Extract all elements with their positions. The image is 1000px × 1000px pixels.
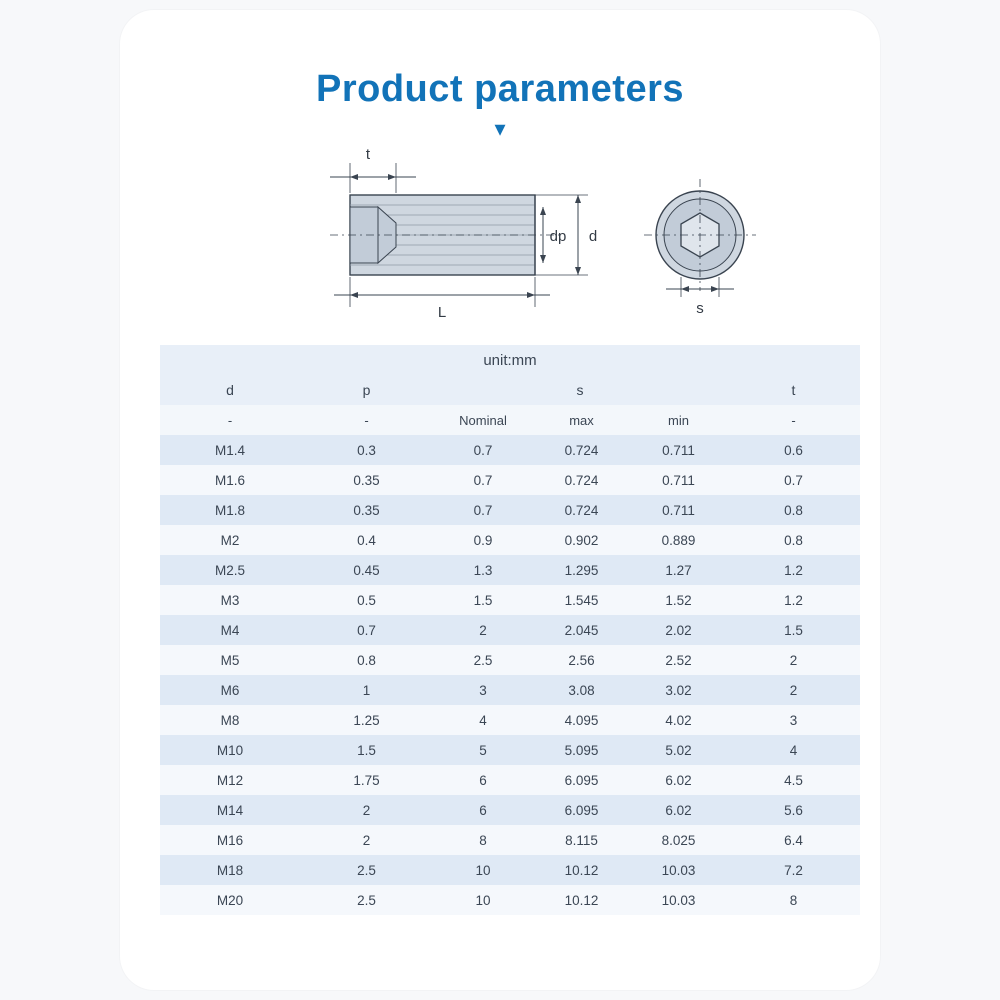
cell-t: 0.6: [727, 435, 860, 465]
table-group-header-row: [160, 375, 860, 405]
table-row: [160, 885, 860, 915]
cell-s-nominal: 6: [433, 765, 533, 795]
cell-t: 4.5: [727, 765, 860, 795]
cell-s-min: 0.711: [630, 435, 727, 465]
cell-s-min: 0.711: [630, 465, 727, 495]
group-header-d: d: [160, 375, 300, 405]
cell-s-max: 5.095: [533, 735, 630, 765]
cell-s-max: 0.724: [533, 495, 630, 525]
parameters-table-wrap: [160, 345, 860, 915]
cell-s-nominal: 6: [433, 795, 533, 825]
cell-s-nominal: 2: [433, 615, 533, 645]
cell-d: M5: [160, 645, 300, 675]
diagram-label-s: s: [696, 300, 704, 317]
cell-t: 1.2: [727, 585, 860, 615]
sub-header-s-nominal: Nominal: [433, 405, 533, 435]
table-row: [160, 705, 860, 735]
cell-d: M18: [160, 855, 300, 885]
cell-p: 0.7: [300, 615, 433, 645]
sub-header-p: -: [300, 405, 433, 435]
cell-s-min: 2.02: [630, 615, 727, 645]
cell-s-nominal: 0.7: [433, 495, 533, 525]
cell-s-nominal: 2.5: [433, 645, 533, 675]
cell-s-min: 8.025: [630, 825, 727, 855]
group-header-p: p: [300, 375, 433, 405]
diagram-label-dp: dp: [549, 228, 567, 245]
cell-s-min: 4.02: [630, 705, 727, 735]
cell-t: 3: [727, 705, 860, 735]
table-row: [160, 675, 860, 705]
table-row: [160, 555, 860, 585]
cell-t: 7.2: [727, 855, 860, 885]
cell-s-nominal: 3: [433, 675, 533, 705]
cell-s-max: 0.724: [533, 435, 630, 465]
cell-d: M4: [160, 615, 300, 645]
cell-t: 0.7: [727, 465, 860, 495]
cell-d: M1.6: [160, 465, 300, 495]
sub-header-s-max: max: [533, 405, 630, 435]
cell-s-min: 2.52: [630, 645, 727, 675]
cell-p: 2: [300, 825, 433, 855]
cell-t: 0.8: [727, 525, 860, 555]
cell-s-min: 0.889: [630, 525, 727, 555]
cell-d: M20: [160, 885, 300, 915]
cell-d: M12: [160, 765, 300, 795]
cell-s-max: 10.12: [533, 855, 630, 885]
cell-p: 0.35: [300, 495, 433, 525]
cell-t: 2: [727, 675, 860, 705]
diagram-label-L: L: [437, 304, 447, 321]
cell-s-max: 1.295: [533, 555, 630, 585]
cell-s-max: 8.115: [533, 825, 630, 855]
sub-header-s-min: min: [630, 405, 727, 435]
table-row: [160, 795, 860, 825]
cell-t: 5.6: [727, 795, 860, 825]
cell-s-max: 4.095: [533, 705, 630, 735]
cell-d: M16: [160, 825, 300, 855]
cell-s-nominal: 0.9: [433, 525, 533, 555]
screw-dimension-diagram: [300, 145, 860, 325]
cell-s-nominal: 10: [433, 855, 533, 885]
cell-s-max: 10.12: [533, 885, 630, 915]
cell-s-min: 1.27: [630, 555, 727, 585]
cell-s-nominal: 0.7: [433, 435, 533, 465]
cell-p: 0.35: [300, 465, 433, 495]
table-row: [160, 585, 860, 615]
cell-s-max: 3.08: [533, 675, 630, 705]
cell-t: 1.2: [727, 555, 860, 585]
diagram-label-d: d: [588, 228, 598, 245]
unit-note: unit:mm: [160, 345, 860, 375]
cell-p: 1.75: [300, 765, 433, 795]
parameters-table: [160, 345, 860, 915]
cell-p: 0.4: [300, 525, 433, 555]
sub-header-t: -: [727, 405, 860, 435]
cell-s-min: 6.02: [630, 765, 727, 795]
page-title: Product parameters: [315, 68, 684, 110]
cell-d: M2.5: [160, 555, 300, 585]
cell-s-max: 1.545: [533, 585, 630, 615]
cell-t: 4: [727, 735, 860, 765]
cell-t: 1.5: [727, 615, 860, 645]
cell-t: 8: [727, 885, 860, 915]
cell-p: 1: [300, 675, 433, 705]
cell-p: 1.5: [300, 735, 433, 765]
cell-t: 0.8: [727, 495, 860, 525]
cell-s-max: 6.095: [533, 765, 630, 795]
cell-p: 2.5: [300, 855, 433, 885]
diagram-label-t: t: [365, 146, 371, 163]
cell-d: M3: [160, 585, 300, 615]
cell-s-nominal: 1.5: [433, 585, 533, 615]
group-header-s: s: [433, 375, 727, 405]
cell-s-nominal: 4: [433, 705, 533, 735]
cell-s-min: 1.52: [630, 585, 727, 615]
cell-d: M8: [160, 705, 300, 735]
cell-p: 0.3: [300, 435, 433, 465]
cell-s-nominal: 1.3: [433, 555, 533, 585]
cell-p: 2: [300, 795, 433, 825]
cell-s-nominal: 5: [433, 735, 533, 765]
cell-t: 6.4: [727, 825, 860, 855]
table-row: [160, 765, 860, 795]
cell-d: M10: [160, 735, 300, 765]
cell-d: M14: [160, 795, 300, 825]
table-row: [160, 825, 860, 855]
cell-s-nominal: 10: [433, 885, 533, 915]
cell-s-max: 6.095: [533, 795, 630, 825]
cell-s-min: 3.02: [630, 675, 727, 705]
cell-p: 0.8: [300, 645, 433, 675]
group-header-t: t: [727, 375, 860, 405]
cell-t: 2: [727, 645, 860, 675]
cell-d: M6: [160, 675, 300, 705]
cell-s-min: 6.02: [630, 795, 727, 825]
table-row: [160, 435, 860, 465]
cell-s-max: 0.724: [533, 465, 630, 495]
table-sub-header-row: [160, 405, 860, 435]
cell-p: 1.25: [300, 705, 433, 735]
cell-s-min: 0.711: [630, 495, 727, 525]
table-row: [160, 465, 860, 495]
cell-d: M1.8: [160, 495, 300, 525]
cell-s-max: 0.902: [533, 525, 630, 555]
cell-d: M2: [160, 525, 300, 555]
cell-p: 0.5: [300, 585, 433, 615]
table-row: [160, 615, 860, 645]
table-row: [160, 735, 860, 765]
cell-s-min: 10.03: [630, 885, 727, 915]
table-row: [160, 645, 860, 675]
cell-p: 2.5: [300, 885, 433, 915]
table-row: [160, 855, 860, 885]
content-card: [120, 10, 880, 990]
cell-s-nominal: 0.7: [433, 465, 533, 495]
cell-s-max: 2.56: [533, 645, 630, 675]
table-row: [160, 525, 860, 555]
chevron-down-icon: ▾: [494, 117, 506, 142]
cell-s-max: 2.045: [533, 615, 630, 645]
table-row: [160, 495, 860, 525]
cell-s-min: 10.03: [630, 855, 727, 885]
cell-s-nominal: 8: [433, 825, 533, 855]
table-unit-row: [160, 345, 860, 375]
cell-d: M1.4: [160, 435, 300, 465]
sub-header-d: -: [160, 405, 300, 435]
cell-p: 0.45: [300, 555, 433, 585]
cell-s-min: 5.02: [630, 735, 727, 765]
